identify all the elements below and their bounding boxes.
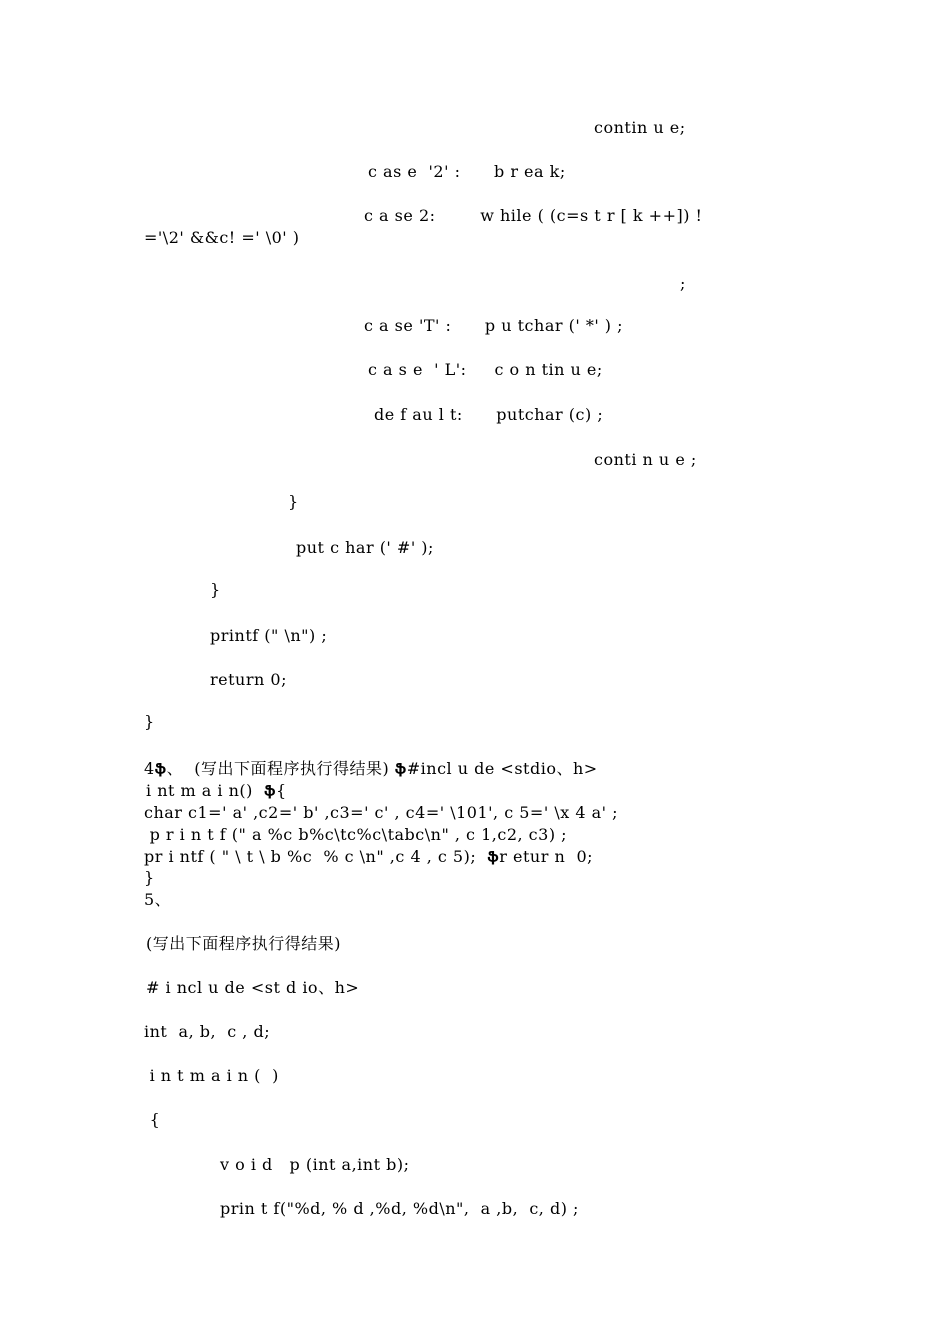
code-line: de f au l t: putchar (c) ; (374, 405, 604, 424)
code-line: c as e '2' : b r ea k; (368, 162, 566, 181)
code-line: } (288, 492, 299, 511)
question-number: 4 (144, 759, 155, 778)
symbol-icon: ֆ (487, 850, 500, 866)
code-line: char c1=' a' ,c2=' b' ,c3=' c' , c4=' \101', c 5=' \x 4 a' ; (144, 803, 618, 822)
symbol-icon: ֆ (154, 762, 167, 778)
code-line: } (210, 580, 221, 599)
code-line: prin t f("%d, % d ,%d, %d\n", a ,b, c, d) ; (220, 1199, 579, 1218)
code-line: c a se 2: w hile ( (c=s t r [ k ++]) ! (364, 206, 703, 225)
code-line: i nt m a i n() ֆ{ (146, 781, 287, 800)
symbol-icon: ֆ (394, 762, 407, 778)
code-line: c a s e ' L': c o n tin u e; (368, 360, 603, 379)
code-line: # i ncl u de <st d io、h> (146, 978, 360, 997)
code-line: contin u e; (594, 118, 686, 137)
code-line: put c har (' #' ); (296, 538, 434, 557)
question-4-header: 4ֆ、 (写出下面程序执行得结果) ֆ#incl u de <stdio、h> (144, 759, 598, 778)
code-line: ='\2' &&c! =' \0' ) (144, 228, 300, 247)
code-line: p r i n t f (" a %c b%c\tc%c\tabc\n" , c 1,c2, c3) ; (144, 825, 568, 844)
code-line: printf (" \n") ; (210, 626, 328, 645)
code-line: pr i ntf ( " \ t \ b %c % c \n" ,c 4 , c 5); ֆr etur n 0; (144, 847, 594, 866)
code-line: conti n u e ; (594, 450, 697, 469)
code-line: i n t m a i n ( ) (144, 1066, 279, 1085)
code-line: } (144, 868, 155, 887)
question-5-instruction: (写出下面程序执行得结果) (146, 934, 341, 953)
code-line: c a se 'T' : p u tchar (' *' ) ; (364, 316, 624, 335)
code-line: } (144, 712, 155, 731)
symbol-icon: ֆ (264, 784, 276, 800)
question-5-number: 5、 (144, 890, 172, 909)
code-line: int a, b, c , d; (144, 1022, 271, 1041)
code-line: { (144, 1110, 161, 1129)
code-line: return 0; (210, 670, 287, 689)
code-line: ; (680, 274, 686, 293)
code-line: v o i d p (int a,int b); (220, 1155, 410, 1174)
